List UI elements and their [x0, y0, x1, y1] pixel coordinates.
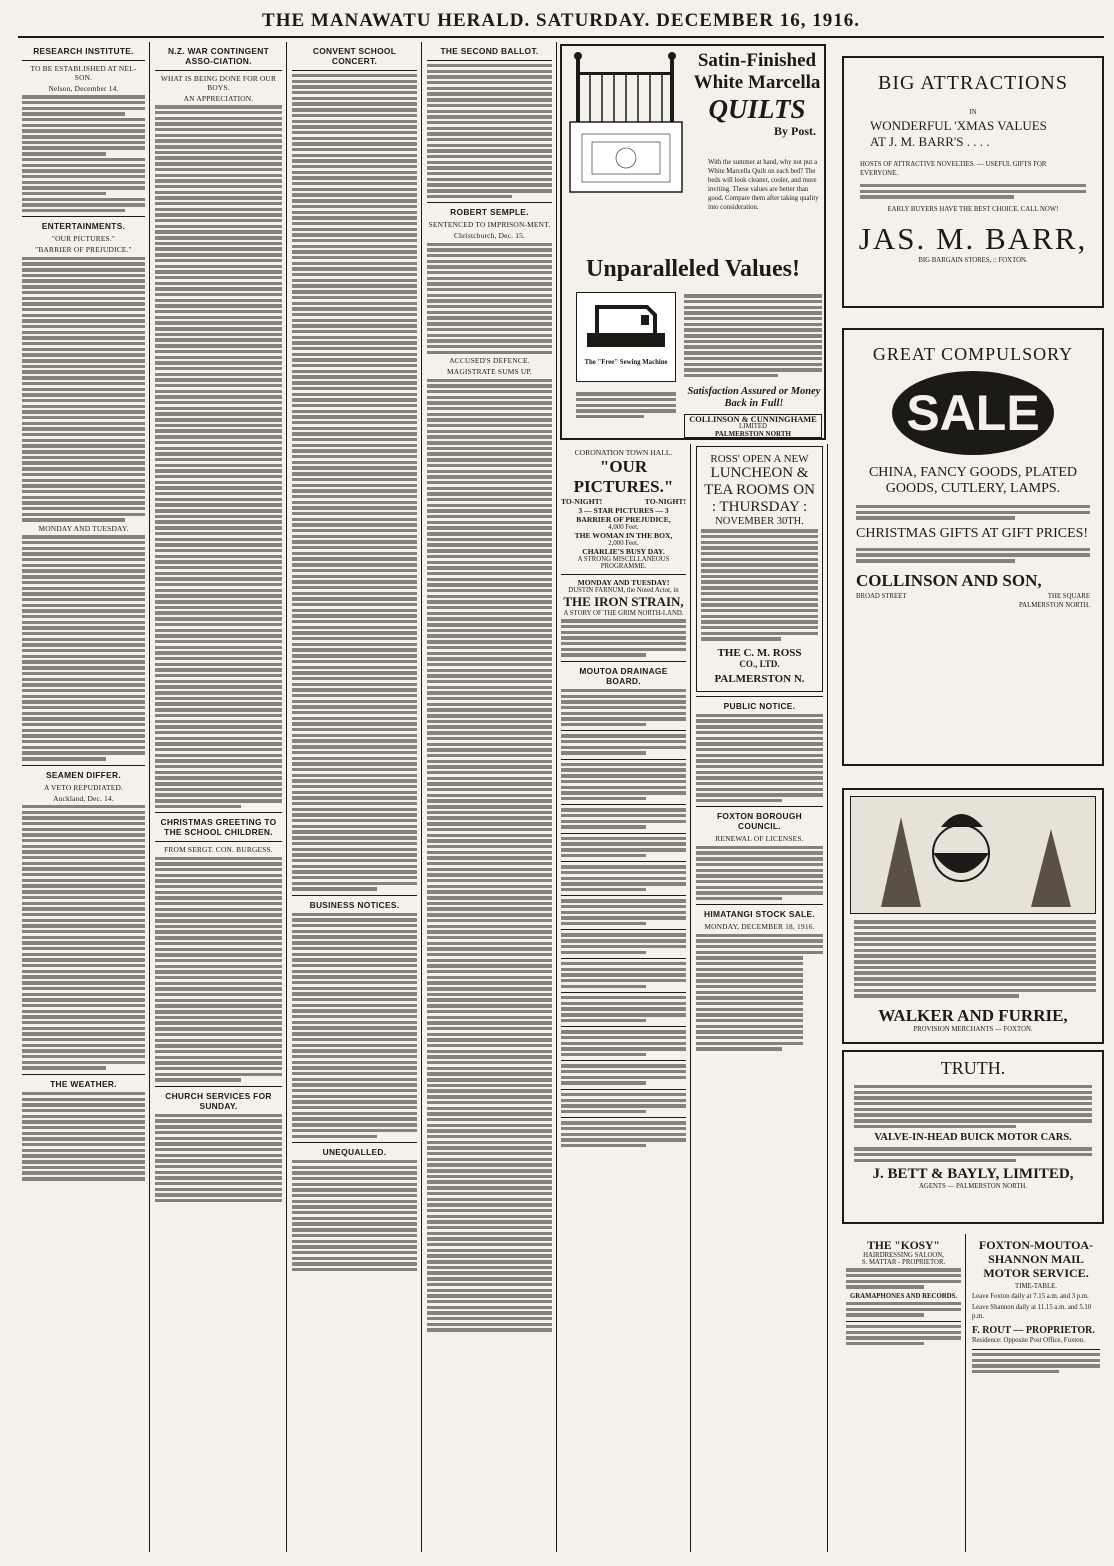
- masthead: THE MANAWATU HERALD. SATURDAY. DECEMBER 16, 1916.: [18, 10, 1104, 38]
- monday-line: MONDAY AND TUESDAY!: [577, 578, 670, 587]
- furrie-firm: WALKER AND FURRIE,: [878, 1006, 1068, 1025]
- research-subheading: TO BE ESTABLISHED AT NEL-SON.: [30, 64, 137, 82]
- kosy-title: THE "KOSY": [867, 1240, 940, 1252]
- barrier-feet: 4,000 Feet.: [608, 524, 639, 531]
- barr-advert: [842, 56, 1104, 308]
- column-6: [692, 444, 828, 1552]
- quilts-title-3: QUILTS: [708, 94, 806, 124]
- furrie-advert: [842, 788, 1104, 1044]
- research-dateline: Nelson, December 14.: [48, 84, 119, 93]
- column-5: [557, 444, 691, 1552]
- barr-in: IN: [969, 109, 977, 116]
- semple-dateline: Christchurch, Dec. 15.: [453, 231, 526, 241]
- himatangi-date: MONDAY, DECEMBER 18, 1916.: [704, 922, 815, 932]
- church-heading: CHURCH SERVICES FOR SUNDAY.: [165, 1090, 272, 1111]
- unequalled-heading: UNEQUALLED.: [322, 1146, 387, 1157]
- furrie-sub: PROVISION MERCHANTS — FOXTON.: [913, 1026, 1033, 1033]
- sale-advert: [842, 328, 1104, 766]
- satisfaction-line: Satisfaction Assured or Money Back in Full!: [687, 386, 821, 409]
- barr-line-3: HOSTS OF ATTRACTIVE NOVELTIES. — USEFUL GIFTS FOR EVERYONE.: [860, 161, 1047, 177]
- column-3: [288, 42, 422, 1552]
- defence-sub: ACCUSED'S DEFENCE.: [449, 356, 530, 366]
- semple-heading: ROBERT SEMPLE.: [450, 207, 529, 218]
- quilts-title-2: White Marcella: [693, 72, 821, 93]
- war-heading: N.Z. WAR CONTINGENT ASSO-CIATION.: [167, 46, 270, 66]
- seamen-dateline: Auckland, Dec. 14.: [53, 793, 114, 803]
- barr-line-2: AT J. M. BARR'S . . . .: [870, 134, 990, 149]
- ross-line-2: LUNCHEON &: [710, 465, 809, 481]
- mail-timetable: TIME-TABLE.: [1015, 1283, 1057, 1290]
- mail-line-1: Leave Foxton daily at 7.15 a.m. and 3 p.m.: [972, 1293, 1089, 1300]
- santa-illustration: [851, 797, 1095, 913]
- ballot-heading: THE SECOND BALLOT.: [440, 46, 539, 56]
- sale-gifts: CHRISTMAS GIFTS AT GIFT PRICES!: [856, 525, 1089, 541]
- woman-feet: 2,000 Feet.: [608, 540, 639, 547]
- convent-heading: CONVENT SCHOOL CONCERT.: [312, 46, 397, 66]
- quilts-title-1: Satin-Finished: [697, 50, 817, 71]
- column-1: [18, 42, 150, 1552]
- ross-line-3: TEA ROOMS ON: [704, 482, 815, 498]
- quilts-firm-sub: LIMITED: [739, 423, 767, 430]
- foxton-council-heading: FOXTON BOROUGH COUNCIL.: [716, 811, 802, 832]
- column-2: [151, 42, 287, 1552]
- sewing-machine-illustration: [577, 293, 675, 353]
- bed-illustration: [568, 52, 686, 197]
- mail-column: [968, 1234, 1104, 1552]
- truth-advert: [842, 1050, 1104, 1224]
- himatangi-heading: HIMATANGI STOCK SALE.: [704, 909, 815, 920]
- quilts-by-post: By Post.: [774, 124, 816, 138]
- barrier-title: BARRIER OF PREJUDICE,: [576, 515, 671, 524]
- iron-sub: A STORY OF THE GRIM NORTH-LAND.: [563, 610, 684, 617]
- kosy-prop: S. MATTAR - PROPRIETOR.: [861, 1259, 946, 1266]
- quilts-headline: Unparalleled Values!: [585, 256, 801, 282]
- barrier-sub: "BARRIER OF PREJUDICE.": [35, 245, 132, 255]
- ross-firm-2: CO., LTD.: [739, 658, 780, 669]
- our-pictures-sub: "OUR PICTURES.": [51, 234, 116, 244]
- programme-line: A STRONG MISCELLANEOUS PROGRAMME.: [577, 556, 670, 570]
- truth-sub: AGENTS — PALMERSTON NORTH.: [919, 1182, 1027, 1190]
- research-heading: RESEARCH INSTITUTE.: [33, 46, 134, 56]
- ross-firm: THE C. M. ROSS: [717, 646, 802, 659]
- mail-line-2: Leave Shannon daily at 11.15 a.m. and 5.10 p.m.: [972, 1304, 1092, 1320]
- appreciation-sub: AN APPRECIATION.: [183, 94, 254, 103]
- sale-place: PALMERSTON NORTH.: [1019, 601, 1090, 609]
- truth-title: TRUTH.: [940, 1058, 1006, 1078]
- business-heading: BUSINESS NOTICES.: [309, 899, 400, 910]
- mail-prop: F. ROUT — PROPRIETOR.: [972, 1325, 1095, 1336]
- seamen-heading: SEAMEN DIFFER.: [46, 769, 121, 780]
- quilts-firm: COLLINSON & CUNNINGHAME: [689, 415, 817, 424]
- monday-sub: MONDAY AND TUESDAY.: [38, 524, 129, 534]
- quilts-advert: [560, 44, 826, 440]
- veto-sub: A VETO REPUDIATED.: [43, 782, 124, 792]
- sentenced-sub: SENTENCED TO IMPRISON-MENT.: [428, 220, 551, 230]
- barr-firm: JAS. M. BARR,: [858, 220, 1088, 256]
- christmas-sub: FROM SERGT. CON. BURGESS.: [164, 845, 273, 855]
- quilts-blurb: With the summer at hand, why not put a White Marcella Quilt on each bed? The beds will look cleaner, cooler, and more inviting. These values are better than good. Compare them after taking quality into consideration.: [708, 159, 819, 211]
- woman-title: THE WOMAN IN THE BOX,: [574, 531, 673, 540]
- chaplin-title: CHARLIE'S BUSY DAY.: [582, 547, 665, 556]
- public-notice-heading: PUBLIC NOTICE.: [723, 700, 796, 711]
- kosy-sub: HAIRDRESSING SALOON,: [863, 1252, 944, 1259]
- renewal-sub: RENEWAL OF LICENSES.: [715, 834, 804, 844]
- barr-sub: BIG BARGAIN STORES, :: FOXTON.: [918, 256, 1028, 264]
- sale-goods: CHINA, FANCY GOODS, PLATED GOODS, CUTLERY, LAMPS.: [868, 465, 1078, 496]
- hall-name: CORONATION TOWN HALL.: [574, 448, 673, 457]
- ross-line-1: ROSS' OPEN A NEW: [710, 453, 809, 465]
- ross-line-4: : THURSDAY :: [711, 499, 808, 515]
- sale-word: SALE: [906, 385, 1040, 441]
- quilts-place: PALMERSTON NORTH: [715, 430, 791, 438]
- sale-title: GREAT COMPULSORY: [872, 344, 1074, 364]
- truth-valve: VALVE-IN-HEAD BUICK MOTOR CARS.: [874, 1132, 1072, 1144]
- kosy-gram: GRAMAPHONES AND RECORDS.: [849, 1292, 958, 1300]
- weather-heading: THE WEATHER.: [50, 1078, 117, 1089]
- machine-caption: The "Free" Sewing Machine: [584, 359, 668, 366]
- kosy-column: [842, 1234, 966, 1552]
- star-pictures: 3 — STAR PICTURES — 3: [578, 506, 669, 515]
- mail-res: Residence: Opposite Post Office, Foxton.: [972, 1337, 1085, 1344]
- barr-line-4: EARLY BUYERS HAVE THE BEST CHOICE. CALL NOW!: [887, 205, 1059, 213]
- sale-firm: COLLINSON AND SON,: [856, 570, 1042, 590]
- tonight-right: TO-NIGHT!: [644, 497, 686, 506]
- farnum-line: DUSTIN FARNUM, the Noted Actor, in: [568, 587, 679, 594]
- drainage-heading: MOUTOA DRAINAGE BOARD.: [579, 665, 668, 686]
- sale-addr-center: THE SQUARE: [1047, 592, 1090, 600]
- truth-firm: J. BETT & BAYLY, LIMITED,: [872, 1165, 1074, 1182]
- iron-title: THE IRON STRAIN,: [563, 594, 684, 609]
- pictures-title: "OUR PICTURES.": [573, 457, 674, 496]
- column-4: [423, 42, 557, 1552]
- christmas-heading: CHRISTMAS GREETING TO THE SCHOOL CHILDREN.: [160, 817, 277, 838]
- entertainments-heading: ENTERTAINMENTS.: [41, 221, 126, 232]
- mail-title: FOXTON-MOUTOA-SHANNON MAIL MOTOR SERVICE.: [978, 1238, 1094, 1280]
- ross-line-5: NOVEMBER 30TH.: [715, 516, 804, 527]
- tonight-left: TO-NIGHT!: [561, 497, 603, 506]
- sale-addr-left: BROAD STREET: [856, 592, 907, 600]
- ross-place: PALMERSTON N.: [714, 672, 805, 685]
- barr-title: BIG ATTRACTIONS: [877, 72, 1068, 94]
- magistrate-sub: MAGISTRATE SUMS UP.: [447, 367, 532, 377]
- barr-line-1: WONDERFUL 'XMAS VALUES: [870, 118, 1047, 133]
- war-sub: WHAT IS BEING DONE FOR OUR BOYS.: [160, 74, 277, 92]
